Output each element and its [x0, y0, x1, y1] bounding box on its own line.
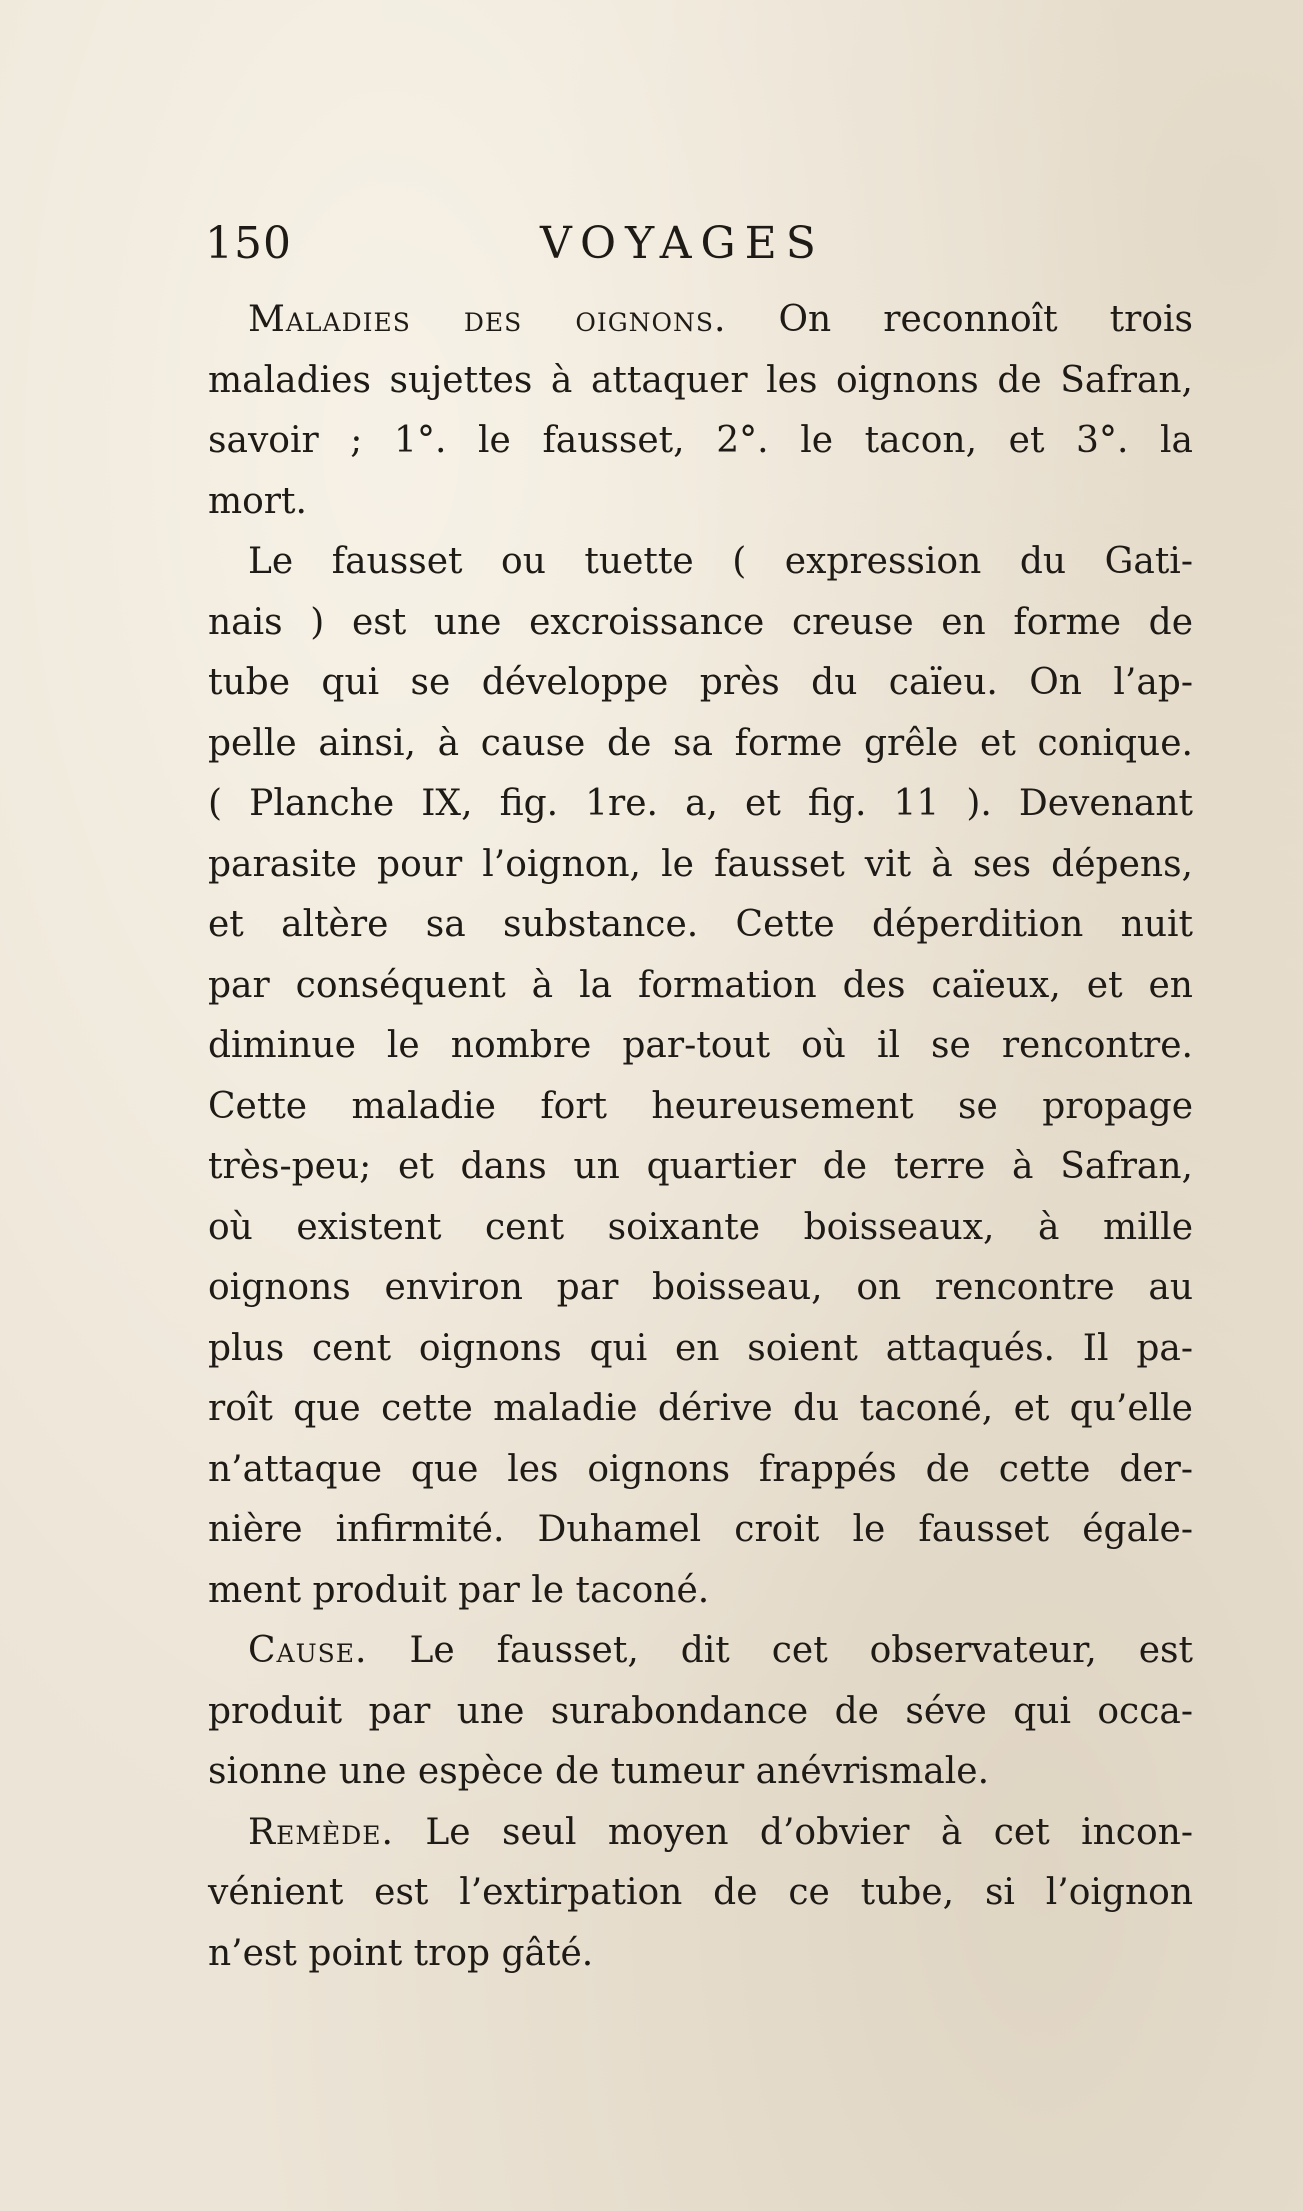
text-line: pelle ainsi, à cause de sa forme grêle et conique.	[208, 722, 1193, 764]
page-number: 150	[205, 218, 292, 269]
text-line: roît que cette maladie dérive du taconé, et qu’elle	[208, 1388, 1193, 1429]
text-line: Remède. Le seul moyen d’obvier à cet incon-	[248, 1811, 1193, 1853]
text-line: parasite pour l’oignon, le fausset vit à ses dépens,	[208, 843, 1193, 885]
text-line: maladies sujettes à attaquer les oignons de Safran,	[208, 359, 1193, 401]
text-line: n’attaque que les oignons frappés de cette der-	[208, 1448, 1193, 1490]
text-line: et altère sa substance. Cette déperdition nuit	[208, 904, 1193, 945]
section-heading: Cause.	[248, 1630, 368, 1671]
text-line: produit par une surabondance de séve qui occa-	[208, 1690, 1193, 1732]
text-line: diminue le nombre par-tout où il se rencontre.	[208, 1025, 1193, 1066]
running-title: VOYAGES	[540, 218, 825, 269]
text-line: savoir ; 1°. le fausset, 2°. le tacon, et 3°. la	[208, 420, 1193, 461]
section-heading: Maladies des oignons.	[248, 299, 727, 340]
text-line: mort.	[208, 480, 307, 522]
text-line: plus cent oignons qui en soient attaqués. Il pa-	[208, 1327, 1193, 1369]
section-heading: Remède.	[248, 1811, 394, 1853]
text-line: nais ) est une excroissance creuse en forme de	[208, 601, 1193, 643]
text-line: par conséquent à la formation des caïeux, et en	[208, 964, 1193, 1006]
text-line: n’est point trop gâté.	[208, 1932, 594, 1974]
text-line: Maladies des oignons. On reconnoît trois	[248, 299, 1193, 340]
text-line: très-peu; et dans un quartier de terre à Safran,	[208, 1146, 1193, 1187]
text-line: ment produit par le taconé.	[208, 1569, 710, 1611]
text-line: Cette maladie fort heureusement se propage	[208, 1085, 1193, 1127]
text-line: sionne une espèce de tumeur anévrismale.	[208, 1751, 990, 1792]
body-text	[208, 290, 1193, 1984]
text-line: Le fausset ou tuette ( expression du Gati-	[248, 541, 1193, 582]
text-line: oignons environ par boisseau, on rencontre au	[208, 1267, 1193, 1308]
text-line: ( Planche IX, fig. 1re. a, et fig. 11 ). Devenant	[208, 783, 1193, 824]
page-header	[205, 218, 1105, 278]
text-line: vénient est l’extirpation de ce tube, si l’oignon	[208, 1872, 1193, 1913]
text-line: tube qui se développe près du caïeu. On l’ap-	[208, 662, 1193, 703]
text-line: Cause. Le fausset, dit cet observateur, est	[248, 1630, 1193, 1671]
text-line: où existent cent soixante boisseaux, à mille	[208, 1206, 1193, 1248]
text-line: nière infirmité. Duhamel croit le fausset égale-	[208, 1509, 1193, 1550]
